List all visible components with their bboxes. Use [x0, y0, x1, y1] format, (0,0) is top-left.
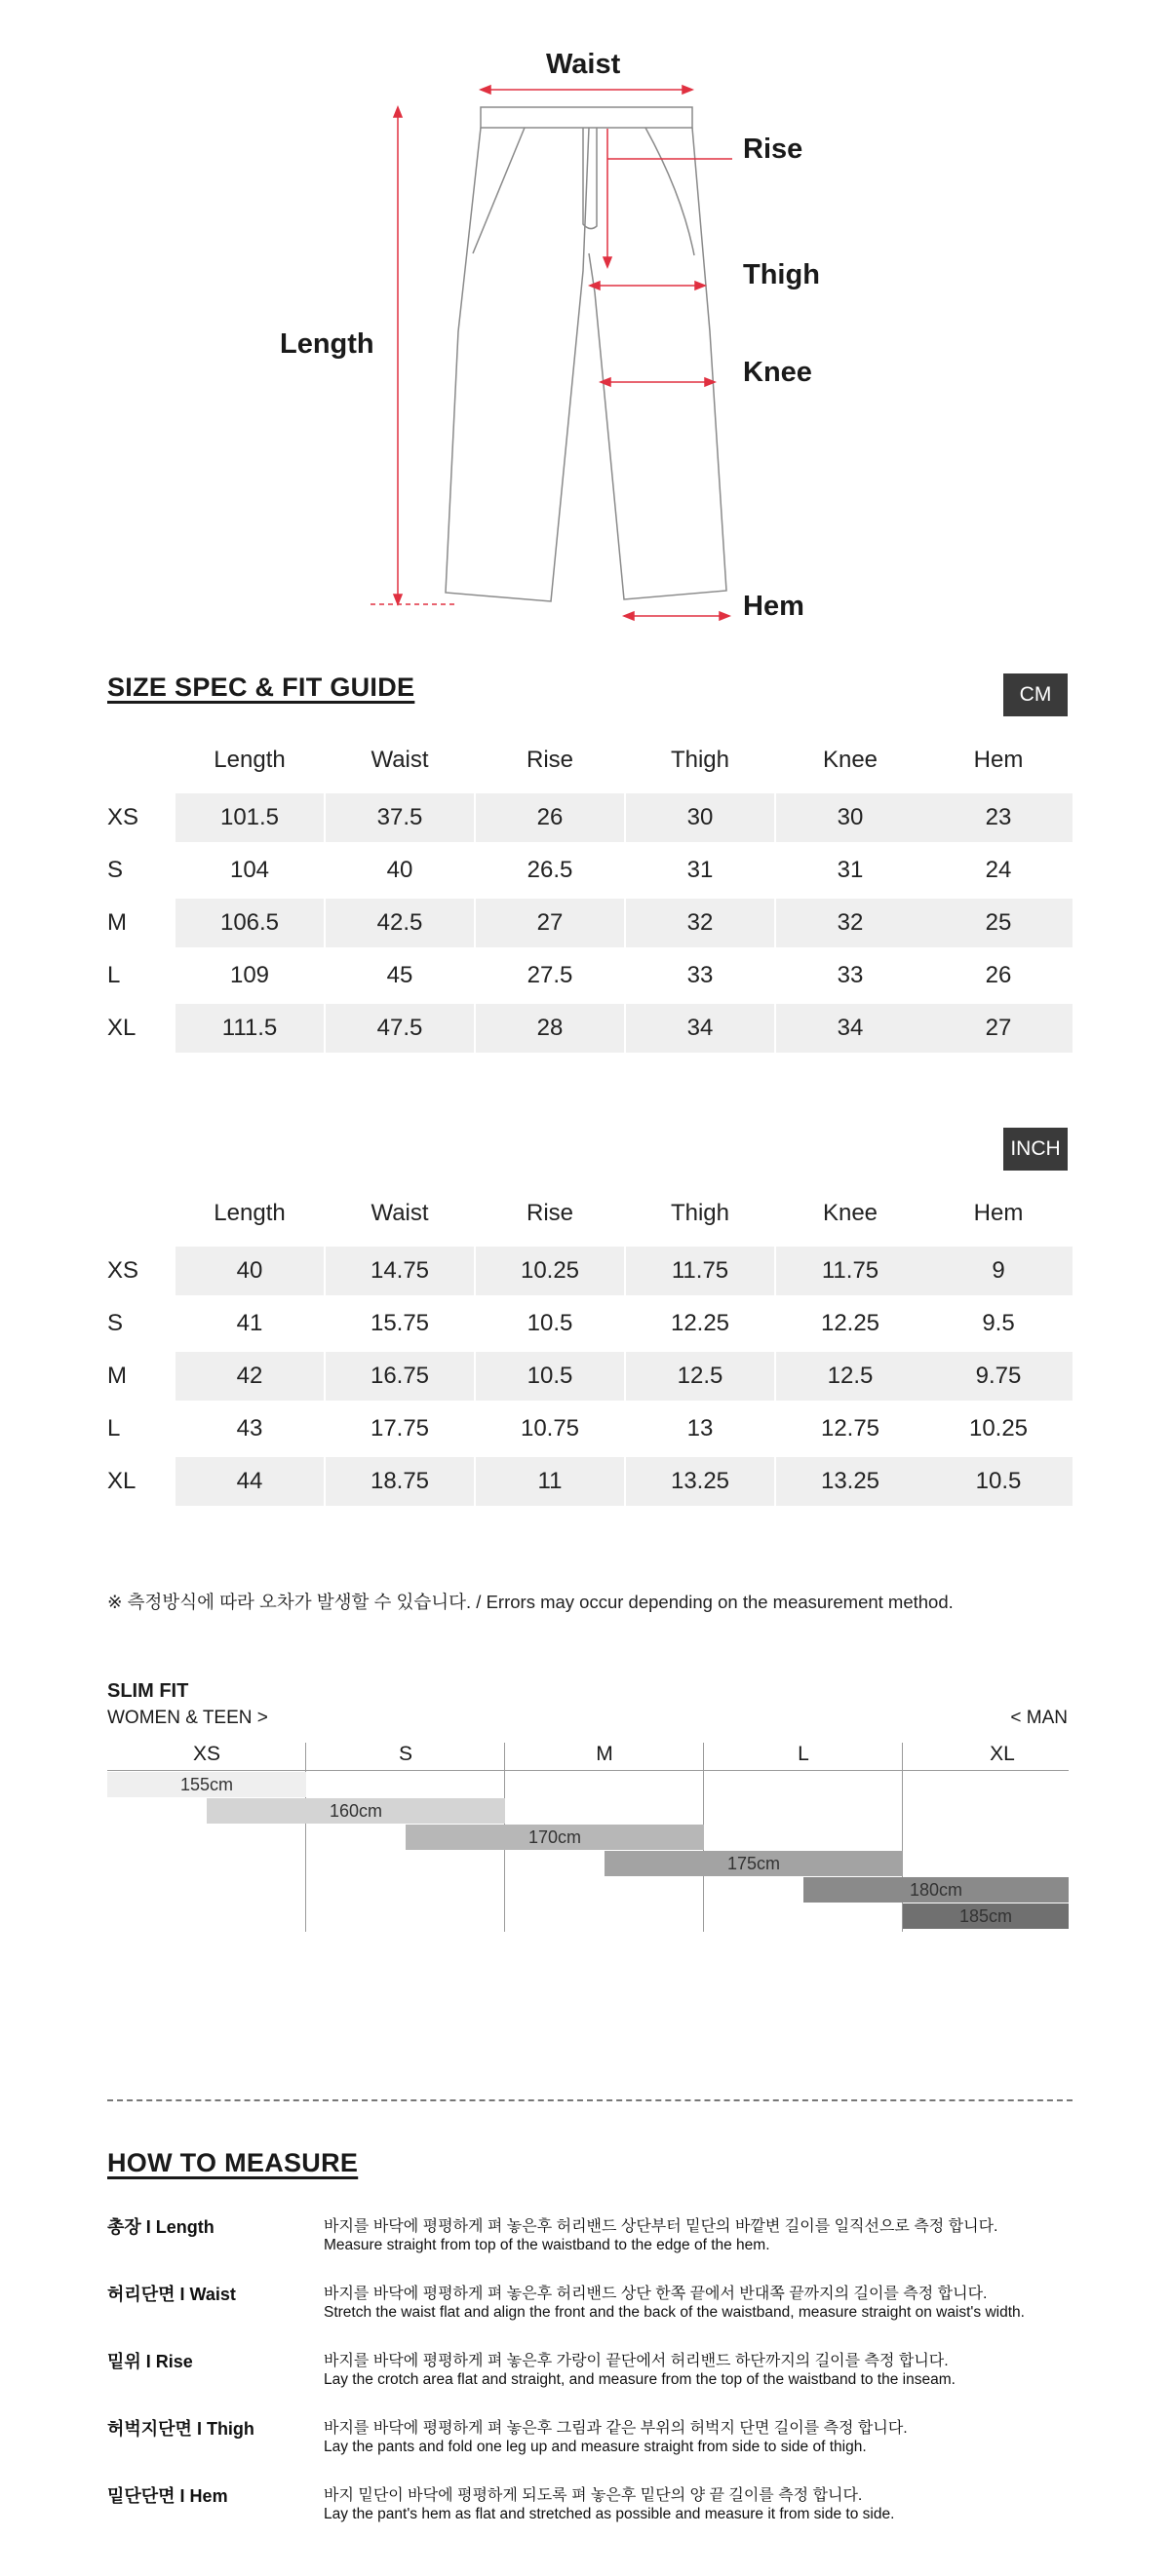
thigh-label: Thigh	[743, 259, 820, 290]
table-cell: 12.25	[670, 1310, 730, 1336]
how-to-measure-title: HOW TO MEASURE	[107, 2148, 359, 2177]
unit-badge-cm: CM	[1003, 673, 1068, 716]
table-cell: 12.5	[626, 1352, 774, 1401]
column-header: Length	[214, 747, 286, 773]
column-header: Hem	[973, 747, 1024, 773]
table-cell: 42.5	[326, 899, 474, 947]
table-cell: 40	[386, 857, 413, 883]
pants-measurement-diagram	[0, 0, 1171, 643]
table-row	[107, 1004, 1073, 1057]
table-cell: 11	[476, 1457, 624, 1506]
table-cell: 9	[924, 1247, 1073, 1295]
table-cell: 10.75	[520, 1415, 580, 1442]
table-header	[107, 1192, 1073, 1247]
table-cell: 109	[229, 962, 270, 988]
measurement-arrows	[371, 86, 732, 620]
column-header: Waist	[371, 1200, 429, 1226]
table-cell: 12.75	[820, 1415, 880, 1442]
table-cell: 47.5	[326, 1004, 474, 1053]
measure-desc-en: Measure straight from top of the waistband to the edge of the hem.	[324, 2237, 770, 2253]
fit-height-bar: 175cm	[605, 1851, 903, 1876]
table-cell: 13.25	[626, 1457, 774, 1506]
size-label: L	[107, 962, 121, 988]
measure-desc-en: Lay the crotch area flat and straight, and measure from the top of the waistband to the inseam.	[324, 2371, 956, 2388]
table-cell: 24	[985, 857, 1012, 883]
table-row	[107, 846, 1073, 899]
table-cell: 23	[924, 793, 1073, 842]
measure-label: 허리단면 I Waist	[107, 2285, 236, 2304]
fit-title: SLIM FIT	[107, 1680, 189, 1702]
column-header: Thigh	[670, 747, 730, 773]
table-row	[107, 793, 1073, 846]
column-header: Waist	[371, 747, 429, 773]
table-cell: 33	[837, 962, 864, 988]
fit-height-bar: 155cm	[107, 1772, 306, 1797]
column-header: Rise	[526, 747, 573, 773]
fit-height-bar: 180cm	[803, 1877, 1069, 1903]
table-row	[107, 1404, 1073, 1457]
fit-size-label: XS	[192, 1743, 220, 1765]
measure-desc-en: Stretch the waist flat and align the front and the back of the waistband, measure straight on waist's width.	[324, 2304, 1025, 2321]
size-label: M	[107, 1363, 127, 1389]
knee-label: Knee	[743, 357, 812, 388]
table-cell: 101.5	[176, 793, 324, 842]
table-cell: 10.25	[968, 1415, 1029, 1442]
table-cell: 41	[236, 1310, 263, 1336]
hem-label: Hem	[743, 591, 804, 622]
fit-size-label: L	[798, 1743, 809, 1765]
measure-desc-ko: 바지를 바닥에 평평하게 펴 놓은후 가랑이 끝단에서 허리밴드 하단까지의 길이를 측정 합니다.	[324, 2353, 949, 2369]
table-cell: 27	[476, 899, 624, 947]
table-header	[107, 739, 1073, 793]
measure-label: 밑위 I Rise	[107, 2352, 193, 2371]
size-label: XS	[107, 1257, 139, 1284]
section-divider	[107, 2099, 1073, 2101]
fit-height-bar: 160cm	[207, 1798, 505, 1824]
table-cell: 34	[776, 1004, 924, 1053]
column-header: Hem	[973, 1200, 1024, 1226]
pants-illustration	[0, 0, 1171, 643]
size-label: XL	[107, 1015, 137, 1041]
rise-label: Rise	[743, 134, 803, 165]
size-label: XL	[107, 1468, 137, 1494]
table-cell: 12.25	[820, 1310, 880, 1336]
size-label: L	[107, 1415, 121, 1442]
table-cell: 31	[686, 857, 714, 883]
fit-left-label: WOMEN & TEEN >	[107, 1708, 268, 1728]
table-cell: 17.75	[370, 1415, 430, 1442]
table-cell: 10.5	[924, 1457, 1073, 1506]
column-header: Rise	[526, 1200, 573, 1226]
table-row	[107, 951, 1073, 1004]
fit-size-label: S	[398, 1743, 412, 1765]
size-label: S	[107, 857, 124, 883]
table-cell: 37.5	[326, 793, 474, 842]
table-cell: 45	[386, 962, 413, 988]
measure-desc-ko: 바지를 바닥에 평평하게 펴 놓은후 허리밴드 상단 한쪽 끝에서 반대쪽 끝까지의 길이를 측정 합니다.	[324, 2286, 988, 2302]
table-cell: 12.5	[776, 1352, 924, 1401]
waist-label: Waist	[546, 49, 621, 80]
table-cell: 33	[686, 962, 714, 988]
table-cell: 9.5	[982, 1310, 1015, 1336]
table-cell: 27	[924, 1004, 1073, 1053]
table-cell: 10.25	[476, 1247, 624, 1295]
pants-outline	[446, 107, 726, 601]
fit-axis-line	[107, 1770, 1069, 1771]
table-cell: 13	[686, 1415, 714, 1442]
table-cell: 18.75	[326, 1457, 474, 1506]
measure-desc-ko: 바지를 바닥에 평평하게 펴 놓은후 그림과 같은 부위의 허벅지 단면 길이를 측정 합니다.	[324, 2420, 908, 2437]
size-table-inch	[107, 1192, 1073, 1510]
table-row	[107, 1352, 1073, 1404]
table-cell: 111.5	[176, 1004, 324, 1053]
table-row	[107, 1299, 1073, 1352]
table-cell: 10.5	[527, 1310, 573, 1336]
table-cell: 44	[176, 1457, 324, 1506]
table-cell: 42	[176, 1352, 324, 1401]
fit-right-label: < MAN	[1010, 1708, 1068, 1728]
table-cell: 34	[626, 1004, 774, 1053]
table-cell: 32	[626, 899, 774, 947]
column-header: Knee	[822, 747, 878, 773]
table-cell: 26.5	[527, 857, 573, 883]
table-cell: 28	[476, 1004, 624, 1053]
table-cell: 14.75	[326, 1247, 474, 1295]
length-label: Length	[280, 328, 374, 360]
table-cell: 30	[776, 793, 924, 842]
fit-height-bar: 185cm	[903, 1903, 1069, 1929]
column-header: Length	[214, 1200, 286, 1226]
table-cell: 26	[476, 793, 624, 842]
measure-label: 허벅지단면 I Thigh	[107, 2419, 254, 2439]
table-cell: 13.25	[776, 1457, 924, 1506]
size-label: M	[107, 909, 127, 936]
size-label: S	[107, 1310, 124, 1336]
column-header: Thigh	[670, 1200, 730, 1226]
measure-desc-en: Lay the pants and fold one leg up and measure straight from side to side of thigh.	[324, 2439, 867, 2455]
column-header: Knee	[822, 1200, 878, 1226]
fit-height-bar: 170cm	[406, 1825, 704, 1850]
table-cell: 43	[236, 1415, 263, 1442]
table-cell: 30	[626, 793, 774, 842]
table-cell: 40	[176, 1247, 324, 1295]
table-cell: 31	[837, 857, 864, 883]
measure-desc-ko: 바지 밑단이 바닥에 평평하게 되도록 펴 놓은후 밑단의 양 끝 길이를 측정 합니다.	[324, 2487, 863, 2504]
table-cell: 26	[985, 962, 1012, 988]
table-row	[107, 1247, 1073, 1299]
table-cell: 32	[776, 899, 924, 947]
table-cell: 16.75	[326, 1352, 474, 1401]
table-row	[107, 1457, 1073, 1510]
table-cell: 15.75	[370, 1310, 430, 1336]
fit-size-label: M	[596, 1743, 613, 1765]
measure-desc-ko: 바지를 바닥에 평평하게 펴 놓은후 허리밴드 상단부터 밑단의 바깥변 길이를 일직선으로 측정 합니다.	[324, 2218, 998, 2235]
fit-size-label: XL	[990, 1743, 1015, 1765]
table-cell: 104	[229, 857, 270, 883]
table-row	[107, 899, 1073, 951]
measure-label: 총장 I Length	[107, 2217, 215, 2237]
size-spec-title: SIZE SPEC & FIT GUIDE	[107, 673, 415, 702]
measurement-note: ※ 측정방식에 따라 오차가 발생할 수 있습니다. / Errors may occur depending on the measurement method.	[107, 1592, 954, 1612]
table-cell: 27.5	[527, 962, 573, 988]
table-cell: 106.5	[176, 899, 324, 947]
table-cell: 11.75	[776, 1247, 924, 1295]
table-cell: 11.75	[626, 1247, 774, 1295]
table-cell: 9.75	[924, 1352, 1073, 1401]
measure-label: 밑단단면 I Hem	[107, 2486, 228, 2506]
size-table-cm	[107, 739, 1073, 1057]
unit-badge-inch: INCH	[1003, 1128, 1068, 1171]
table-cell: 10.5	[476, 1352, 624, 1401]
measure-desc-en: Lay the pant's hem as flat and stretched as possible and measure it from side to side.	[324, 2506, 895, 2522]
size-label: XS	[107, 804, 139, 830]
table-cell: 25	[924, 899, 1073, 947]
